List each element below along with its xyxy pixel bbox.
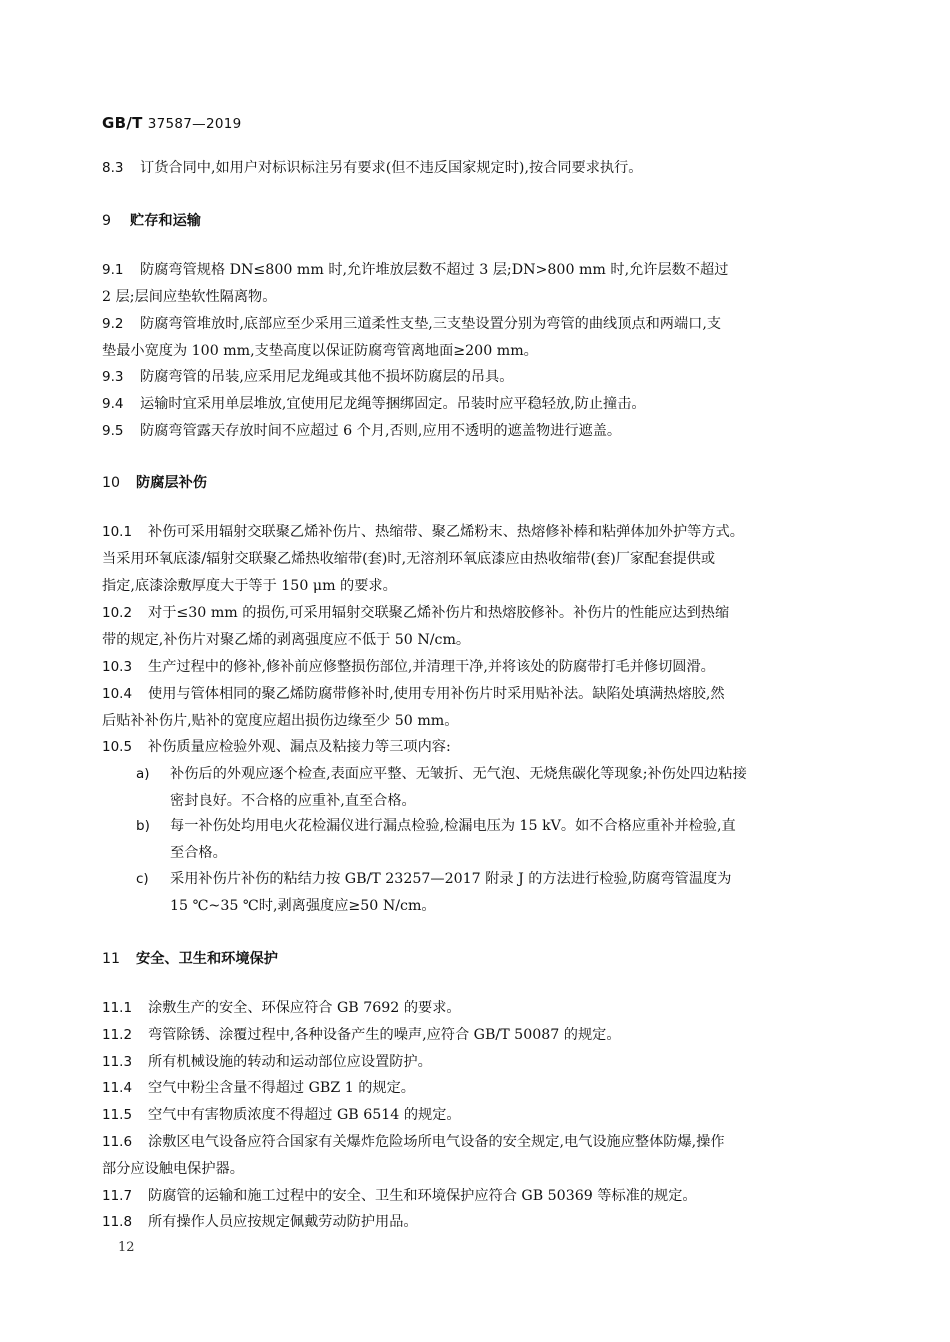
section-number: 11 [102, 951, 121, 967]
clause-number: 11.7 [102, 1188, 133, 1204]
clause-text-line-1: 弯管除锈、涂覆过程中,各种设备产生的噪声,应符合 GB/T 50087 的规定。 [148, 1027, 621, 1043]
clause-number: 11.5 [102, 1107, 133, 1123]
list-marker: b) [136, 818, 150, 834]
clause-number: 10.5 [102, 739, 133, 755]
section-title: 贮存和运输 [130, 213, 201, 229]
clause-number: 9.2 [102, 316, 124, 332]
clause-number: 10.1 [102, 524, 133, 540]
clause-text-line-1: 对于≤30 mm 的损伤,可采用辐射交联聚乙烯补伤片和热熔胶修补。补伤片的性能应达到热缩 [148, 605, 730, 621]
clause-number: 11.8 [102, 1214, 133, 1230]
section-title: 防腐层补伤 [136, 475, 207, 491]
list-marker: a) [136, 766, 150, 782]
clause-number: 8.3 [102, 160, 124, 176]
clause-number: 10.3 [102, 659, 133, 675]
clause-text-line-1: 防腐弯管堆放时,底部应至少采用三道柔性支垫,三支垫设置分别为弯管的曲线顶点和两端口,支 [140, 316, 722, 332]
list-marker: c) [136, 871, 149, 887]
clause-number: 10.4 [102, 686, 133, 702]
clause-text-line-1: 空气中有害物质浓度不得超过 GB 6514 的规定。 [148, 1107, 461, 1123]
clause-number: 9.5 [102, 423, 124, 439]
section-number: 9 [102, 213, 112, 229]
clause-text-line-2: 当采用环氧底漆/辐射交联聚乙烯热收缩带(套)时,无溶剂环氧底漆应由热收缩带(套)厂家配套提供或 [102, 551, 716, 567]
clause-number: 11.6 [102, 1134, 133, 1150]
clause-number: 9.3 [102, 369, 124, 385]
clause-text-line-2: 2 层;层间应垫软性隔离物。 [102, 289, 277, 305]
clause-text-line-1: 防腐弯管规格 DN≤800 mm 时,允许堆放层数不超过 3 层;DN>800 mm 时,允许层数不超过 [140, 262, 729, 278]
standard-code-prefix: GB/T [102, 114, 143, 132]
clause-text-line-1: 生产过程中的修补,修补前应修整损伤部位,并清理干净,并将该处的防腐带打毛并修切圆滑。 [148, 659, 715, 675]
clause-text-line-2: 部分应设触电保护器。 [102, 1161, 244, 1177]
clause-text-line-1: 所有操作人员应按规定佩戴劳动防护用品。 [148, 1214, 418, 1230]
standard-code-header [102, 114, 242, 132]
clause-text-line-1: 运输时宜采用单层堆放,宜使用尼龙绳等捆绑固定。吊装时应平稳轻放,防止撞击。 [140, 396, 646, 412]
clause-text-line-1: 补伤质量应检验外观、漏点及粘接力等三项内容: [148, 739, 451, 755]
list-text-line-1: 采用补伤片补伤的粘结力按 GB/T 23257—2017 附录 J 的方法进行检验,防腐弯管温度为 [170, 871, 732, 887]
clause-number: 9.1 [102, 262, 124, 278]
clause-text-line-2: 后贴补补伤片,贴补的宽度应超出损伤边缘至少 50 mm。 [102, 713, 459, 729]
clause-text-line-1: 空气中粉尘含量不得超过 GBZ 1 的规定。 [148, 1080, 415, 1096]
list-text-line-2: 至合格。 [170, 845, 227, 861]
clause-text-line-1: 防腐管的运输和施工过程中的安全、卫生和环境保护应符合 GB 50369 等标准的规定。 [148, 1188, 697, 1204]
page-number: 12 [118, 1240, 135, 1255]
section-title: 安全、卫生和环境保护 [136, 951, 278, 967]
clause-number: 9.4 [102, 396, 124, 412]
standard-code-number: 37587—2019 [147, 116, 242, 132]
clause-text-line-3: 指定,底漆涂敷厚度大于等于 150 μm 的要求。 [102, 578, 397, 594]
list-text-line-2: 15 ℃~35 ℃时,剥离强度应≥50 N/cm。 [170, 898, 436, 914]
clause-text-line-2: 带的规定,补伤片对聚乙烯的剥离强度应不低于 50 N/cm。 [102, 632, 471, 648]
section-heading-9 [102, 210, 201, 230]
clause-number: 11.4 [102, 1080, 133, 1096]
clause-text-line-1: 涂敷区电气设备应符合国家有关爆炸危险场所电气设备的安全规定,电气设施应整体防爆,操作 [148, 1134, 725, 1150]
clause-text-line-1: 涂敷生产的安全、环保应符合 GB 7692 的要求。 [148, 1000, 461, 1016]
clause-number: 11.3 [102, 1054, 133, 1070]
clause-text-line-1: 所有机械设施的转动和运动部位应设置防护。 [148, 1054, 432, 1070]
list-text-line-1: 补伤后的外观应逐个检查,表面应平整、无皱折、无气泡、无烧焦碳化等现象;补伤处四边粘接 [170, 766, 747, 782]
clause-text-line-1: 防腐弯管的吊装,应采用尼龙绳或其他不损坏防腐层的吊具。 [140, 369, 514, 385]
clause-text-line-2: 垫最小宽度为 100 mm,支垫高度以保证防腐弯管离地面≥200 mm。 [102, 343, 538, 359]
clause-text-line-1: 防腐弯管露天存放时间不应超过 6 个月,否则,应用不透明的遮盖物进行遮盖。 [140, 423, 622, 439]
clause-number: 11.2 [102, 1027, 133, 1043]
list-text-line-1: 每一补伤处均用电火花检漏仪进行漏点检验,检漏电压为 15 kV。如不合格应重补并检验,直 [170, 818, 736, 834]
clause-number: 10.2 [102, 605, 133, 621]
section-number: 10 [102, 475, 121, 491]
clause-text-line-1: 补伤可采用辐射交联聚乙烯补伤片、热缩带、聚乙烯粉末、热熔修补棒和粘弹体加外护等方式。 [148, 524, 744, 540]
clause-text-line-1: 使用与管体相同的聚乙烯防腐带修补时,使用专用补伤片时采用贴补法。缺陷处填满热熔胶,然 [148, 686, 725, 702]
clause-number: 11.1 [102, 1000, 133, 1016]
list-text-line-2: 密封良好。不合格的应重补,直至合格。 [170, 793, 416, 809]
clause-text: 订货合同中,如用户对标识标注另有要求(但不违反国家规定时),按合同要求执行。 [140, 160, 643, 176]
section-heading-11 [102, 948, 278, 968]
section-heading-10 [102, 472, 207, 492]
